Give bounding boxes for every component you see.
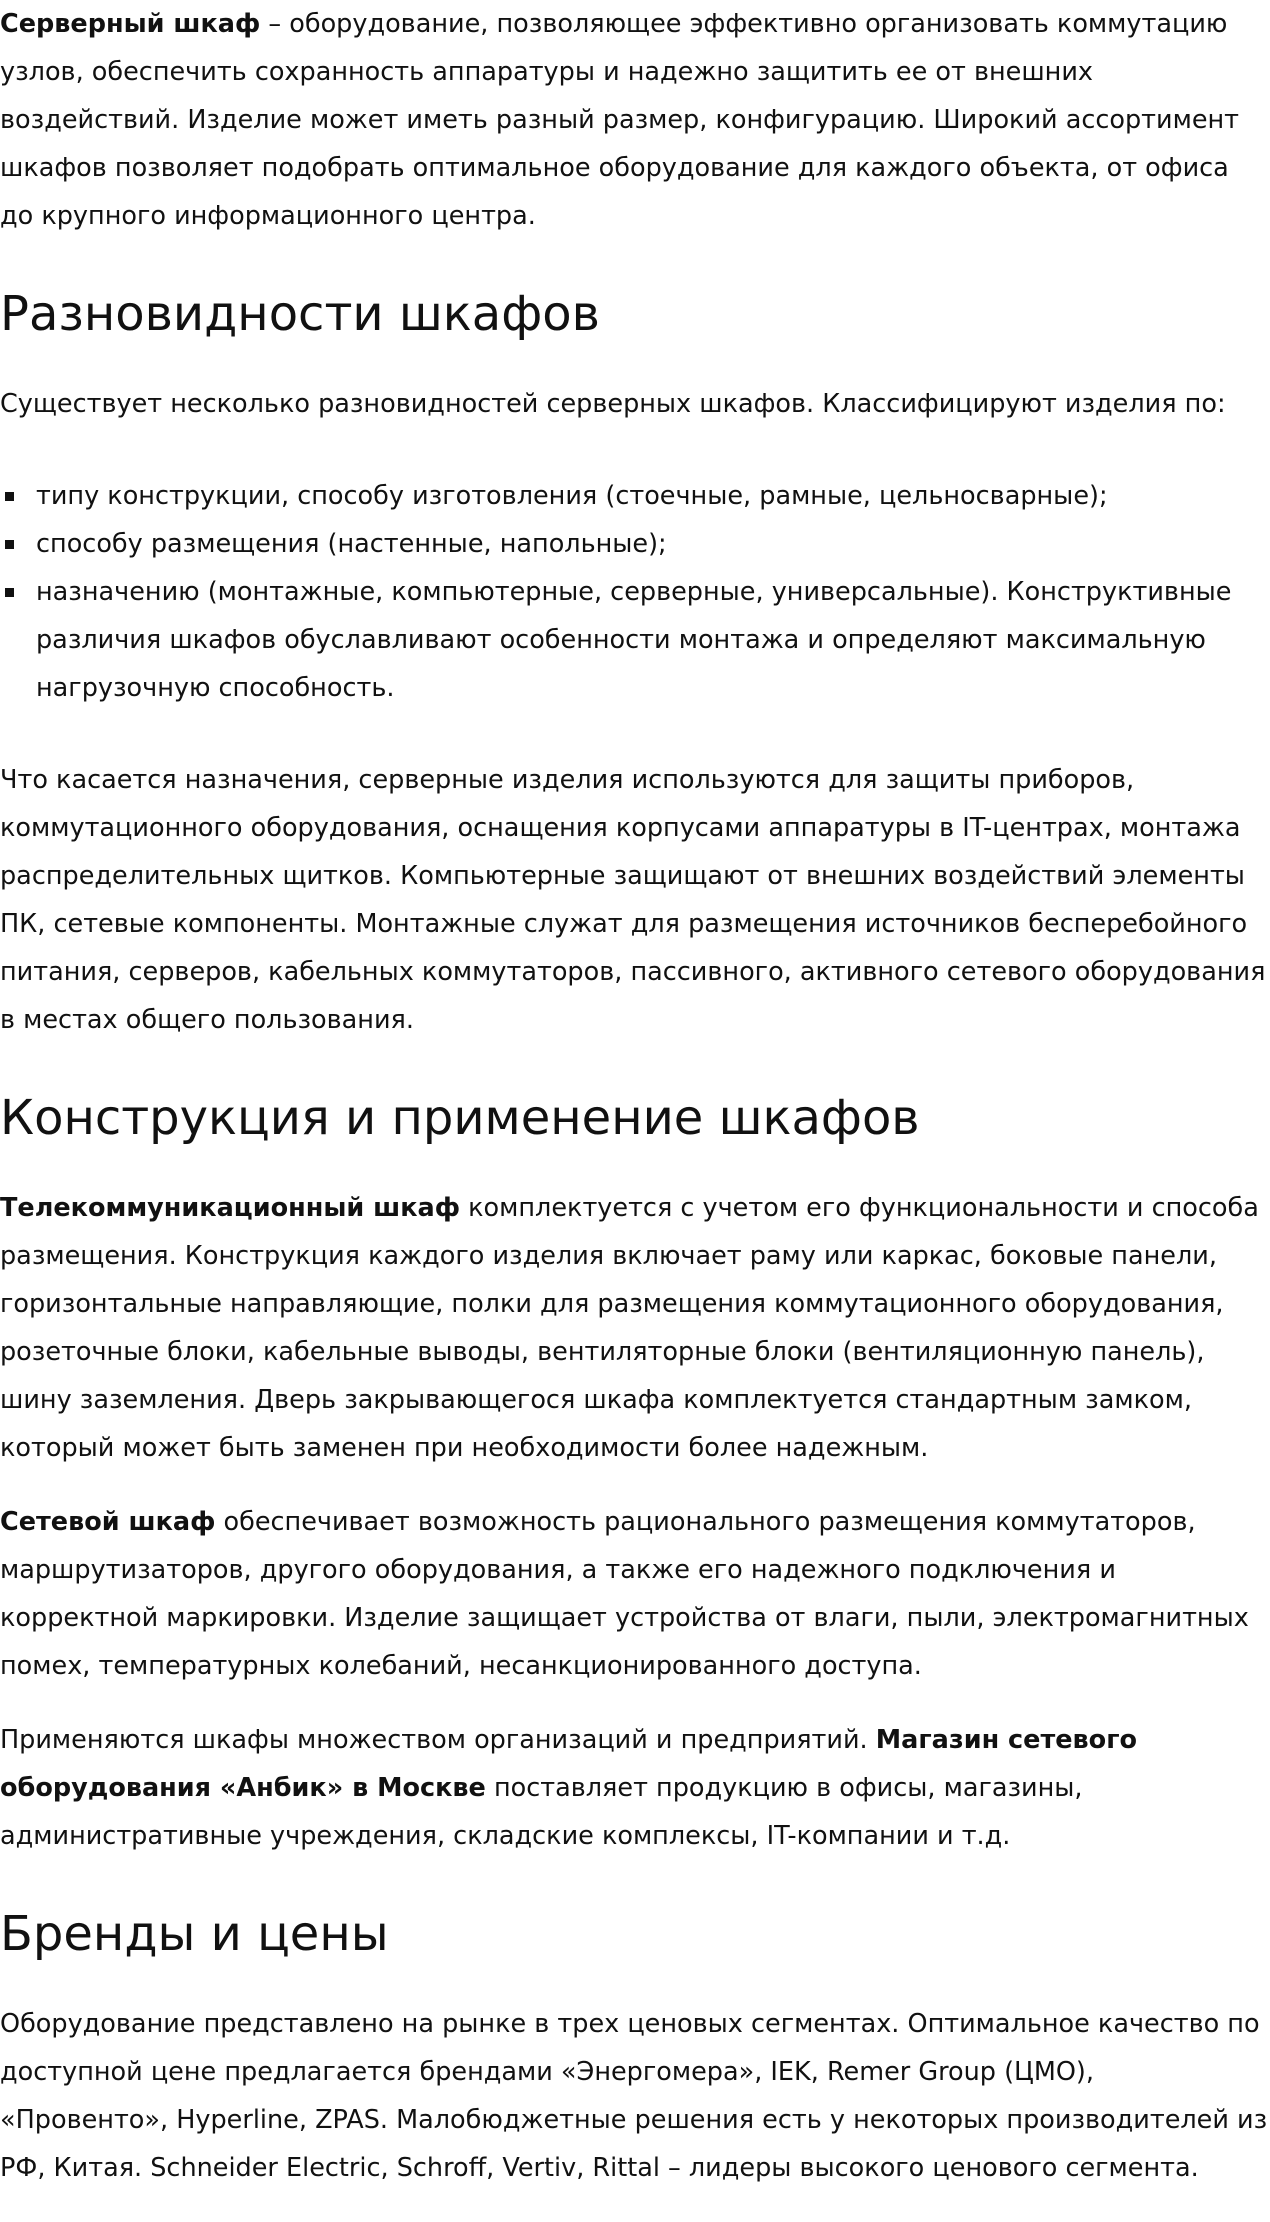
intro-paragraph bbox=[0, 0, 1270, 240]
intro-text: – оборудование, позволяющее эффективно организовать коммутацию узлов, обеспечить сохранность аппаратуры и надежно защитить ее от внешних воздействий. Изделие может иметь разный размер, конфигурацию. Широкий ассортимент шкафов позволяет подобрать оптимальное оборудование для каждого объекта, от офиса до крупного информационного центра. bbox=[0, 9, 1240, 231]
network-term: Сетевой шкаф bbox=[0, 1507, 216, 1537]
purpose-paragraph: Что касается назначения, серверные изделия используются для защиты приборов, коммутационного оборудования, оснащения корпусами аппаратуры в IT-центрах, монтажа распределительных щитков. Компьютерные защищают от внешних воздействий элементы ПК, сетевые компоненты. Монтажные служат для размещения источников бесперебойного питания, серверов, кабельных коммутаторов, пассивного, активного сетевого оборудования в местах общего пользования. bbox=[0, 765, 1266, 1035]
classification-list bbox=[0, 472, 1270, 712]
telecom-term: Телекоммуникационный шкаф bbox=[0, 1193, 461, 1223]
telecom-paragraph bbox=[0, 1184, 1270, 1472]
telecom-text: комплектуется с учетом его функциональности и способа размещения. Конструкция каждого изделия включает раму или каркас, боковые панели, горизонтальные направляющие, полки для размещения коммутационного оборудования, розеточные блоки, кабельные выводы, вентиляторные блоки (вентиляционную панель), шину заземления. Дверь закрывающегося шкафа комплектуется стандартным замком, который может быть заменен при необходимости более надежным. bbox=[0, 1193, 1259, 1463]
store-name: Магазин сетевого оборудования «Анбик» в Москве bbox=[0, 1725, 1138, 1803]
brands-heading: Бренды и цены bbox=[0, 1906, 389, 1962]
construction-heading: Конструкция и применение шкафов bbox=[0, 1090, 920, 1146]
list-item: способу размещения (настенные, напольные); bbox=[0, 520, 1270, 568]
network-text: обеспечивает возможность рационального размещения коммутаторов, маршрутизаторов, другого оборудования, а также его надежного подключения и корректной маркировки. Изделие защищает устройства от влаги, пыли, электромагнитных помех, температурных колебаний, несанкционированного доступа. bbox=[0, 1507, 1249, 1681]
usage-post-text: поставляет продукцию в офисы, магазины, административные учреждения, складские комплексы, IT-компании и т.д. bbox=[0, 1773, 1083, 1851]
list-item: типу конструкции, способу изготовления (стоечные, рамные, цельносварные); bbox=[0, 472, 1270, 520]
types-lead-paragraph: Существует несколько разновидностей серверных шкафов. Классифицируют изделия по: bbox=[0, 389, 1226, 419]
intro-term: Серверный шкаф bbox=[0, 9, 261, 39]
list-item: назначению (монтажные, компьютерные, серверные, универсальные). Конструктивные различия шкафов обуславливают особенности монтажа и определяют максимальную нагрузочную способность. bbox=[0, 568, 1270, 712]
usage-paragraph bbox=[0, 1716, 1270, 1860]
usage-pre-text: Применяются шкафы множеством организаций и предприятий. bbox=[0, 1725, 876, 1755]
network-paragraph bbox=[0, 1498, 1270, 1690]
brands-paragraph: Оборудование представлено на рынке в трех ценовых сегментах. Оптимальное качество по доступной цене предлагается брендами «Энергомера», IEK, Remer Group (ЦМО), «Провенто», Hyperline, ZPAS. Малобюджетные решения есть у некоторых производителей из РФ, Китая. Schneider Electric, Schroff, Vertiv, Rittal – лидеры высокого ценового сегмента. bbox=[0, 2009, 1268, 2183]
types-heading: Разновидности шкафов bbox=[0, 286, 600, 342]
